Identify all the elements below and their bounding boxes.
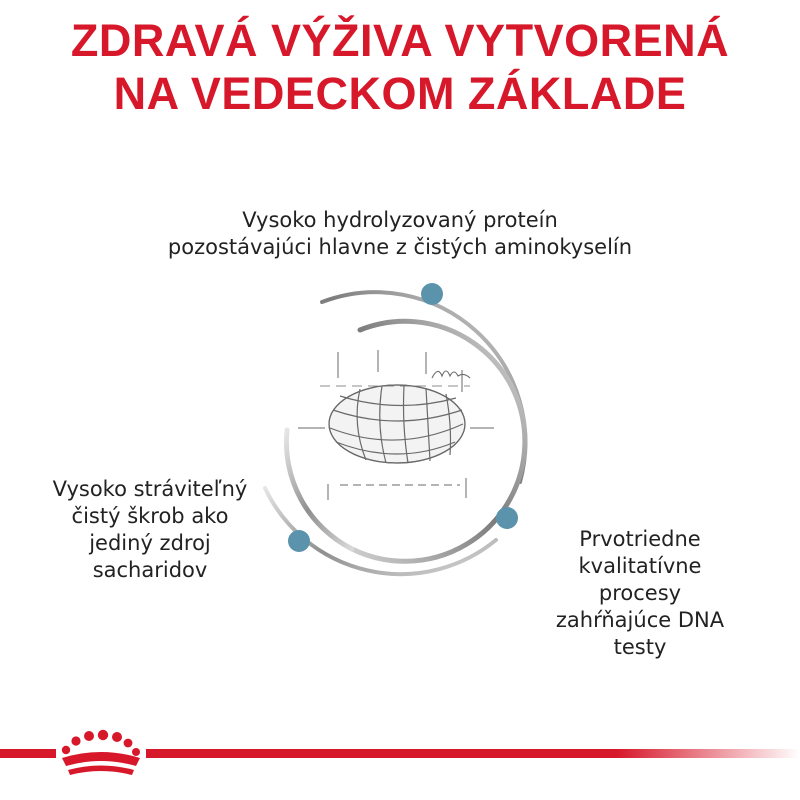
kibble-sketch-icon <box>298 350 494 500</box>
footer-red-line-left <box>0 749 56 758</box>
footer-red-line-right <box>146 749 800 758</box>
feature-left-line-4: sacharidov <box>92 558 208 582</box>
feature-right-line-3: procesy <box>598 581 682 605</box>
title-line-1: ZDRAVÁ VÝŽIVA VYTVORENÁ <box>70 15 730 66</box>
feature-left-line-1: Vysoko stráviteľný <box>52 477 248 501</box>
title-line-2: NA VEDECKOM ZÁKLADE <box>113 68 687 119</box>
feature-top-line-2: pozostávajúci hlavne z čistých aminokyselín <box>167 235 633 259</box>
feature-protein-text <box>150 207 650 261</box>
feature-right-line-4: zahŕňajúce DNA <box>555 608 725 632</box>
feature-left-line-2: čistý škrob ako <box>71 504 229 528</box>
feature-top-line-1: Vysoko hydrolyzovaný proteín <box>242 208 558 232</box>
feature-right-line-5: testy <box>613 635 667 659</box>
royal-canin-crown-logo <box>56 728 146 778</box>
feature-starch-text <box>20 476 280 584</box>
feature-right-line-2: kvalitatívne <box>578 554 702 578</box>
feature-right-line-1: Prvotriedne <box>579 527 701 551</box>
feature-left-line-3: jediný zdroj <box>89 531 211 555</box>
feature-dot-left <box>288 530 310 552</box>
feature-dot-top <box>421 283 443 305</box>
feature-quality-text <box>510 526 770 661</box>
